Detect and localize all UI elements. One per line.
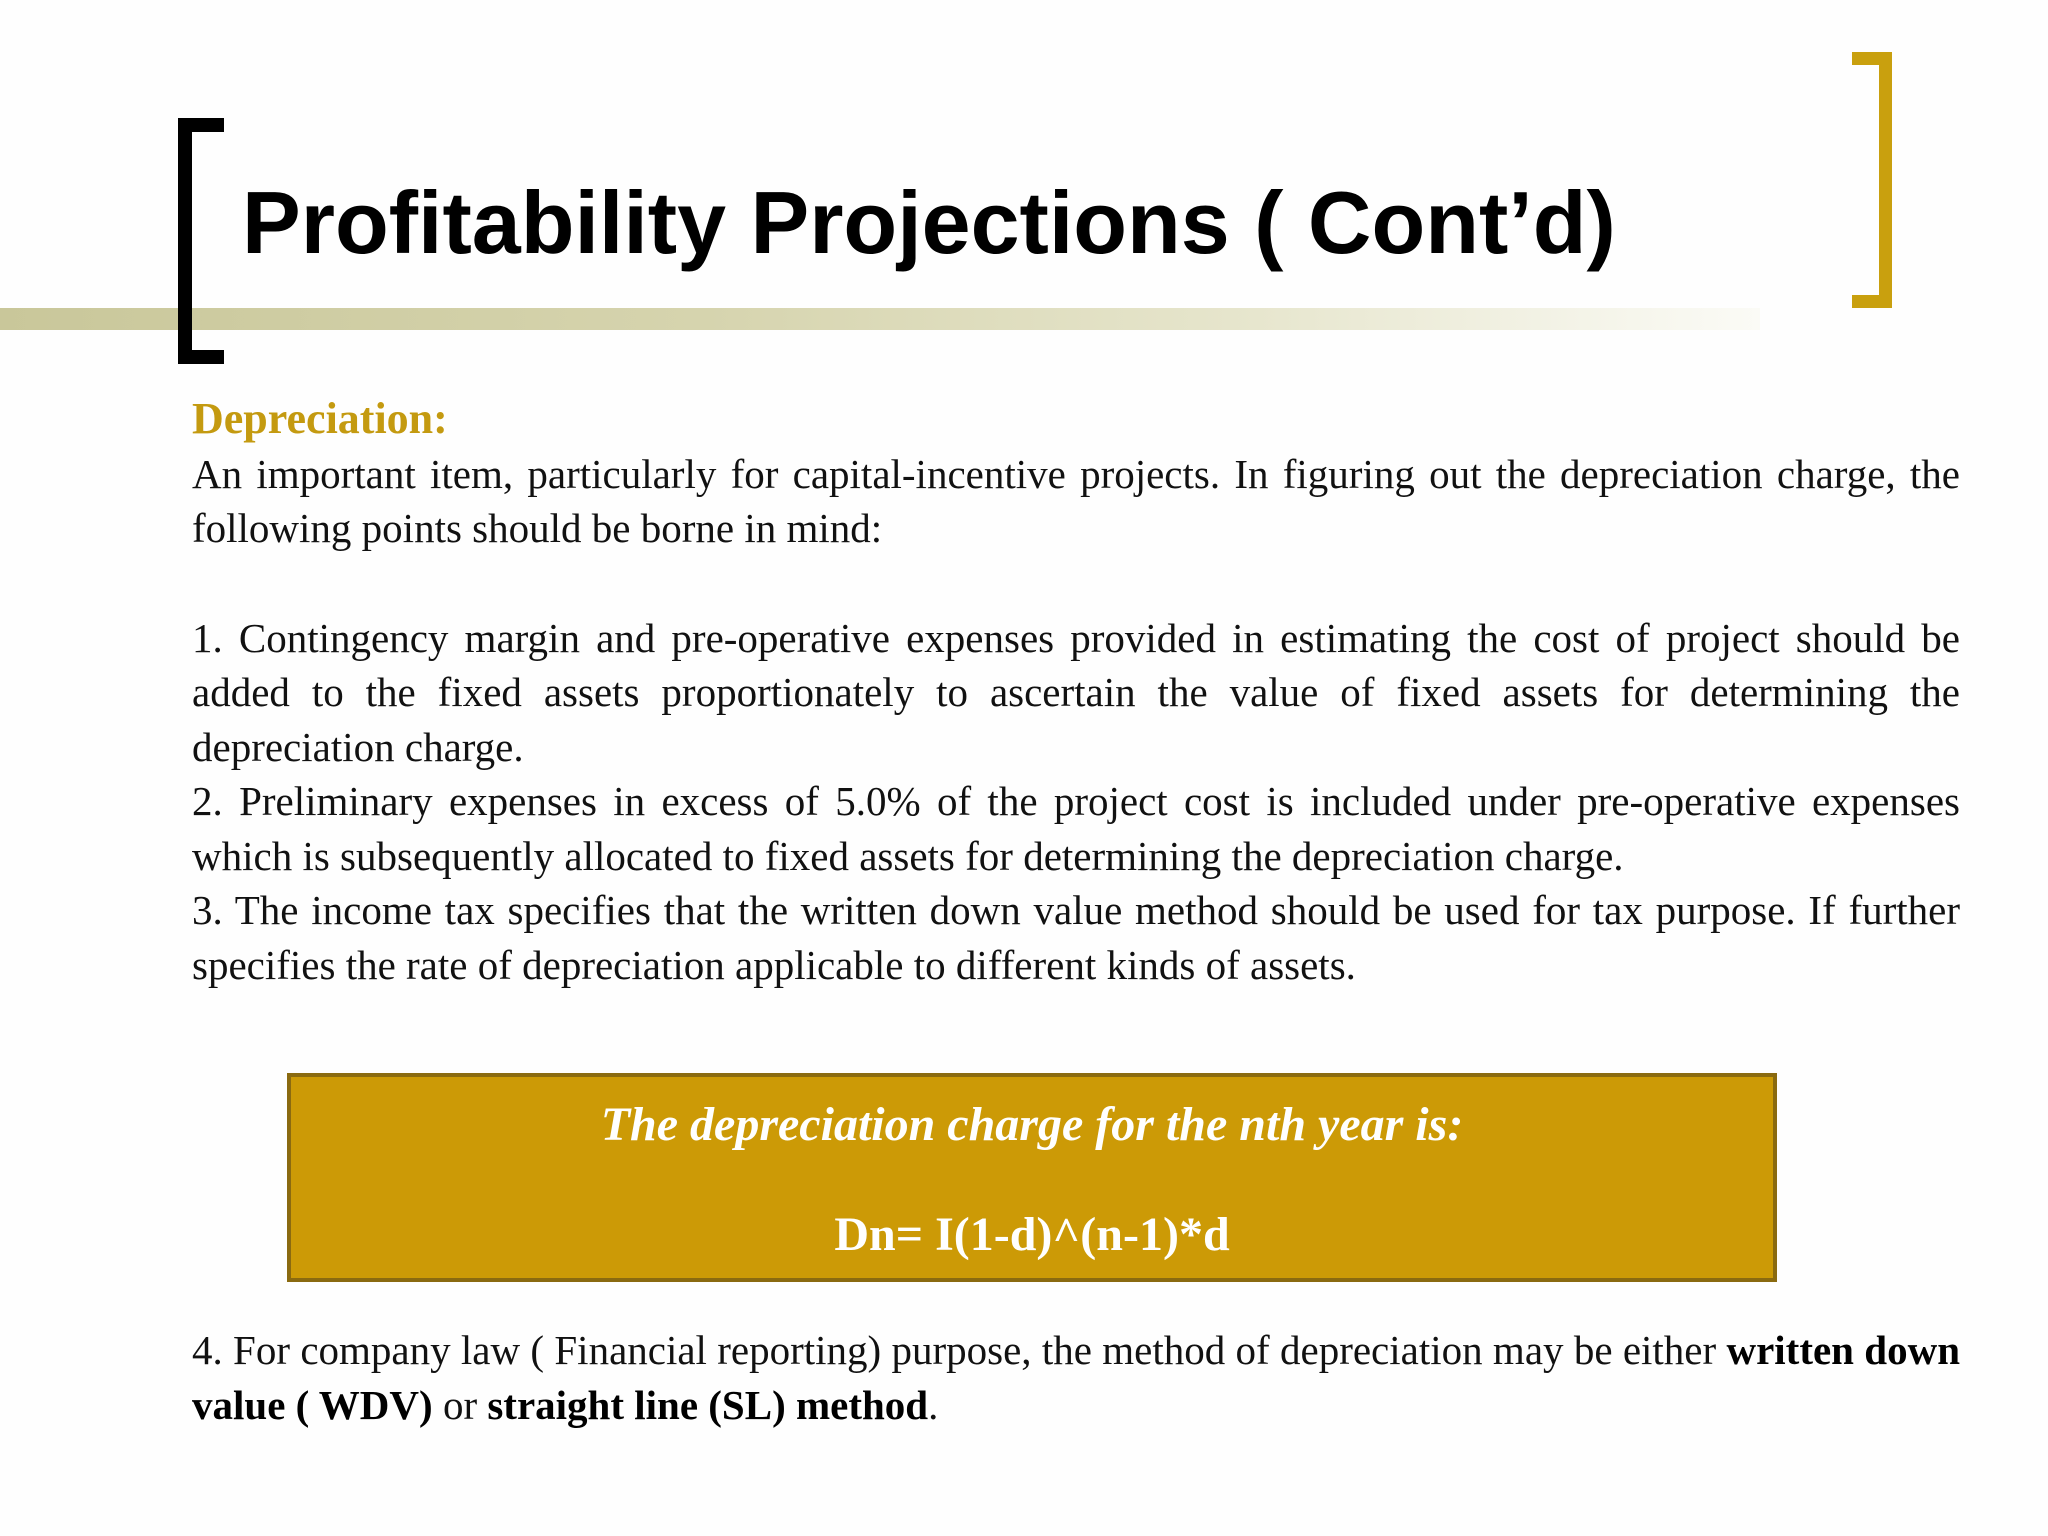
point-4-end: . xyxy=(928,1382,939,1428)
right-bracket-decoration xyxy=(1852,52,1892,308)
point-2: 2. Preliminary expenses in excess of 5.0% of the project cost is included under pre-operative expenses which is subsequently allocated to fixed assets for determining the depreciation charge. xyxy=(192,778,1960,879)
point-4-block xyxy=(192,1323,1960,1433)
point-3: 3. The income tax specifies that the written down value method should be used for tax purpose. If further specifies the rate of depreciation applicable to different kinds of assets. xyxy=(192,887,1960,988)
sl-term: straight line (SL) method xyxy=(487,1382,929,1428)
wdv-term: written down value ( WDV) xyxy=(192,1327,1961,1428)
left-bracket-decoration xyxy=(178,118,224,364)
point-4-lead: 4. For company law ( Financial reporting) purpose, the method of depreciation may be either xyxy=(192,1327,1717,1373)
spacer xyxy=(192,556,1960,611)
intro-paragraph: An important item, particularly for capital-incentive projects. In figuring out the depreciation charge, the following points should be borne in mind: xyxy=(192,450,1960,551)
point-4 xyxy=(192,1323,1960,1433)
formula-box xyxy=(287,1073,1777,1282)
formula-equation: Dn= I(1-d)^(n-1)*d xyxy=(834,1208,1230,1261)
formula-caption: The depreciation charge for the nth year is: xyxy=(600,1098,1464,1151)
point-4-mid: or xyxy=(432,1382,488,1428)
slide-title: Profitability Projections ( Cont’d) xyxy=(242,173,1616,272)
point-1: 1. Contingency margin and pre-operative expenses provided in estimating the cost of project should be added to the fixed assets proportionately to ascertain the value of fixed assets for determining the depreciation charge. xyxy=(192,614,1960,770)
slide-body xyxy=(192,392,1960,992)
section-heading: Depreciation: xyxy=(192,394,448,443)
title-underline-band xyxy=(0,308,1760,330)
